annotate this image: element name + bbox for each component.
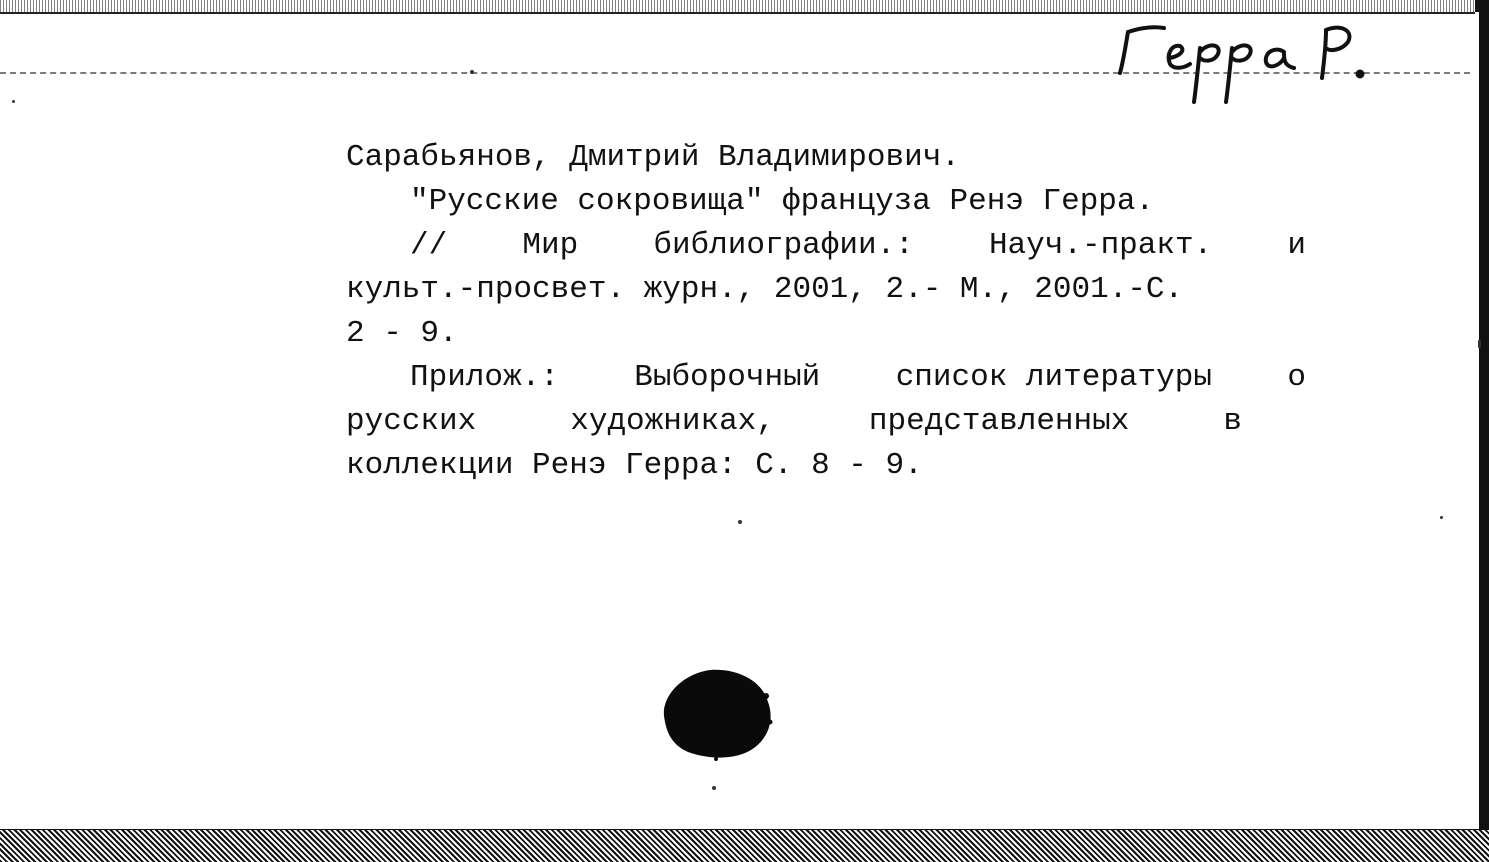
scan-speck [470,70,474,74]
card-text [346,136,1306,488]
punch-hole [658,666,774,762]
source-word: и [1287,228,1306,263]
author-line: Сарабьянов, Дмитрий Владимирович. [346,140,960,175]
appendix-word: художниках, [570,404,775,439]
appendix-line-3: коллекции Ренэ Герра: С. 8 - 9. [346,448,923,483]
title-line: "Русские сокровища" француза Ренэ Герра. [410,184,1155,219]
appendix-line-1 [346,356,1306,400]
appendix-word: русских [346,404,477,439]
source-word: библиографии.: [653,228,914,263]
scan-speck [1440,516,1443,519]
source-word: // [410,228,448,263]
top-edge-line [0,12,1489,14]
bottom-scan-border [0,830,1489,862]
scan-speck [712,786,716,790]
handwritten-note-text: Герра Р. [1108,18,1113,19]
appendix-word: список литературы [895,360,1212,395]
scan-speck [1478,340,1481,348]
scan-speck [12,100,15,103]
source-line-1 [346,224,1306,268]
appendix-line-2 [346,400,1306,444]
appendix-word: представленных [868,404,1130,439]
source-line-3: 2 - 9. [346,316,458,351]
appendix-word: о [1287,360,1306,395]
appendix-word: в [1223,404,1242,439]
handwritten-note [1108,18,1438,108]
source-word: Науч.-практ. [988,228,1213,263]
scan-speck [738,520,742,524]
source-word: Мир [522,228,579,263]
appendix-word: Выборочный [634,360,821,395]
appendix-word: Прилож.: [410,360,559,395]
right-edge-gap [1475,12,1479,832]
source-line-2: культ.-просвет. журн., 2001, 2.- М., 2001.-С. [346,272,1184,307]
